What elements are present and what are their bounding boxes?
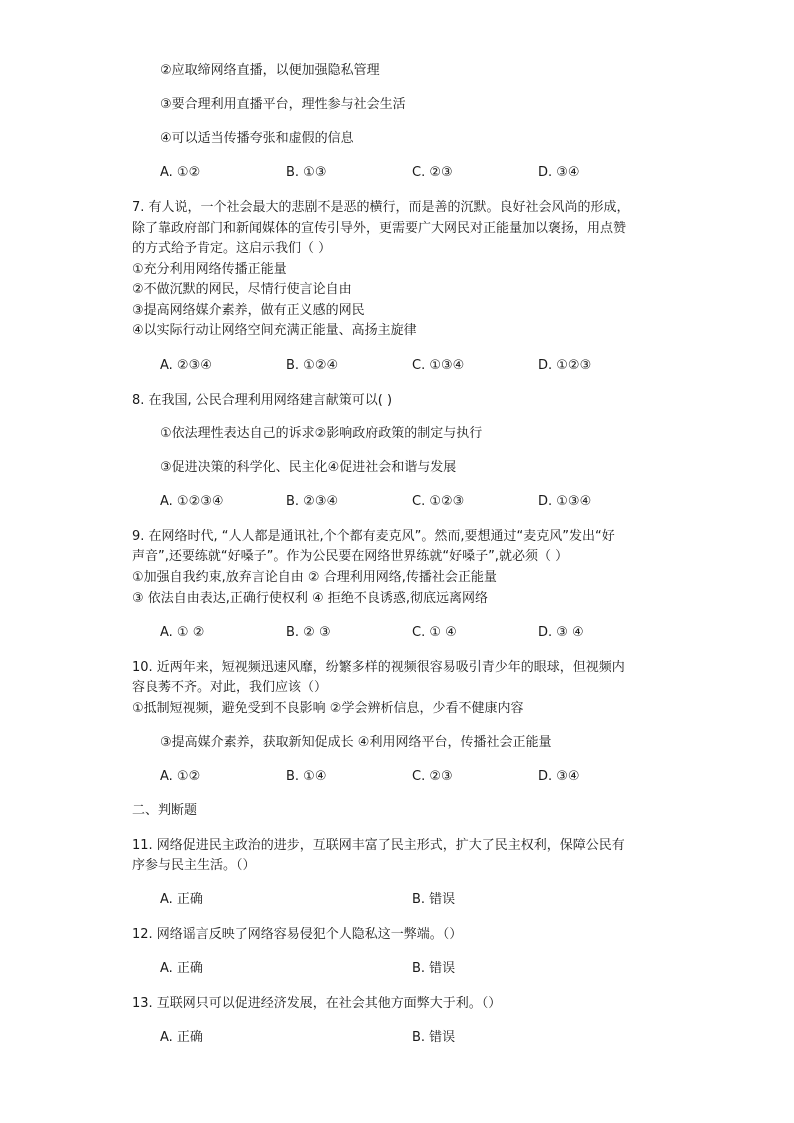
q6-statement-3: ③要合理利用直播平台，理性参与社会生活	[160, 97, 406, 112]
q9-statements-1: ①加强自我约束,放弃言论自由 ② 合理利用网络,传播社会正能量	[132, 570, 497, 585]
q12-option-b[interactable]: B. 错误	[412, 961, 456, 976]
q11-stem-line-1: 11. 网络促进民主政治的进步，互联网丰富了民主形式，扩大了民主权利，保障公民有	[132, 838, 625, 853]
q7-option-a[interactable]: A. ②③④	[160, 358, 212, 373]
q8-stem: 8. 在我国, 公民合理利用网络建言献策可以( )	[132, 393, 393, 408]
q9-option-c[interactable]: C. ① ④	[412, 625, 457, 640]
q13-option-b[interactable]: B. 错误	[412, 1030, 456, 1045]
q6-statement-2: ②应取缔网络直播，以便加强隐私管理	[160, 63, 380, 78]
q7-statement-1: ①充分利用网络传播正能量	[132, 262, 287, 277]
q8-option-d[interactable]: D. ①③④	[538, 494, 592, 509]
q6-option-d[interactable]: D. ③④	[538, 165, 580, 180]
q7-statement-4: ④以实际行动让网络空间充满正能量、高扬主旋律	[132, 323, 417, 338]
q7-stem-line-3: 的方式给予肯定。这启示我们（ ）	[132, 241, 332, 256]
q10-stem-line-1: 10. 近两年来，短视频迅速风靡，纷繁多样的视频很容易吸引青少年的眼球，但视频内	[132, 660, 625, 675]
q8-statements-1: ①依法理性表达自己的诉求②影响政府政策的制定与执行	[160, 426, 483, 441]
q10-statements-2: ③提高媒介素养，获取新知促成长 ④利用网络平台，传播社会正能量	[160, 735, 552, 750]
q9-option-a[interactable]: A. ① ②	[160, 625, 205, 640]
q10-statements-1: ①抵制短视频，避免受到不良影响 ②学会辨析信息，少看不健康内容	[132, 701, 524, 716]
q10-option-a[interactable]: A. ①②	[160, 769, 201, 784]
q9-option-b[interactable]: B. ② ③	[286, 625, 331, 640]
q7-statement-3: ③提高网络媒介素养，做有正义感的网民	[132, 303, 365, 318]
q7-option-c[interactable]: C. ①③④	[412, 358, 465, 373]
q11-option-b[interactable]: B. 错误	[412, 892, 456, 907]
q7-stem-line-2: 除了靠政府部门和新闻媒体的宣传引导外，更需要广大网民对正能量加以褒扬，用点赞	[132, 221, 627, 236]
q8-option-b[interactable]: B. ②③④	[286, 494, 339, 509]
q8-option-c[interactable]: C. ①②③	[412, 494, 465, 509]
q7-stem-line-1: 7. 有人说，一个社会最大的悲剧不是恶的横行，而是善的沉默。良好社会风尚的形成，	[132, 200, 630, 215]
q11-stem-line-2: 序参与民主生活。（）	[132, 858, 256, 873]
q9-option-d[interactable]: D. ③ ④	[538, 625, 584, 640]
q8-statements-2: ③促进决策的科学化、民主化④促进社会和谐与发展	[160, 460, 457, 475]
q7-statement-2: ②不做沉默的网民，尽情行使言论自由	[132, 282, 352, 297]
q6-option-c[interactable]: C. ②③	[412, 165, 453, 180]
q13-stem: 13. 互联网只可以促进经济发展，在社会其他方面弊大于利。（）	[132, 996, 502, 1011]
section-title-judgement: 二、判断题	[132, 803, 198, 818]
q7-option-d[interactable]: D. ①②③	[538, 358, 592, 373]
q9-stem-line-2: 声音”,还要练就“好嗓子”。作为公民要在网络世界练就“好嗓子”,就必须（ ）	[132, 549, 569, 564]
q12-stem: 12. 网络谣言反映了网络容易侵犯个人隐私这一弊端。（）	[132, 927, 463, 942]
q6-statement-4: ④可以适当传播夸张和虚假的信息	[160, 131, 354, 146]
q8-option-a[interactable]: A. ①②③④	[160, 494, 224, 509]
q13-option-a[interactable]: A. 正确	[160, 1030, 203, 1045]
q10-option-b[interactable]: B. ①④	[286, 769, 327, 784]
q11-option-a[interactable]: A. 正确	[160, 892, 203, 907]
q10-option-d[interactable]: D. ③④	[538, 769, 580, 784]
q10-stem-line-2: 容良莠不齐。对此，我们应该（）	[132, 680, 328, 695]
q9-statements-2: ③ 依法自由表达,正确行使权利 ④ 拒绝不良诱惑,彻底远离网络	[132, 591, 488, 606]
q7-option-b[interactable]: B. ①②④	[286, 358, 339, 373]
q6-option-b[interactable]: B. ①③	[286, 165, 327, 180]
q10-option-c[interactable]: C. ②③	[412, 769, 453, 784]
q6-option-a[interactable]: A. ①②	[160, 165, 201, 180]
q12-option-a[interactable]: A. 正确	[160, 961, 203, 976]
q9-stem-line-1: 9. 在网络时代, “人人都是通讯社,个个都有麦克风”。然而,要想通过“麦克风”发出“好	[132, 529, 615, 544]
